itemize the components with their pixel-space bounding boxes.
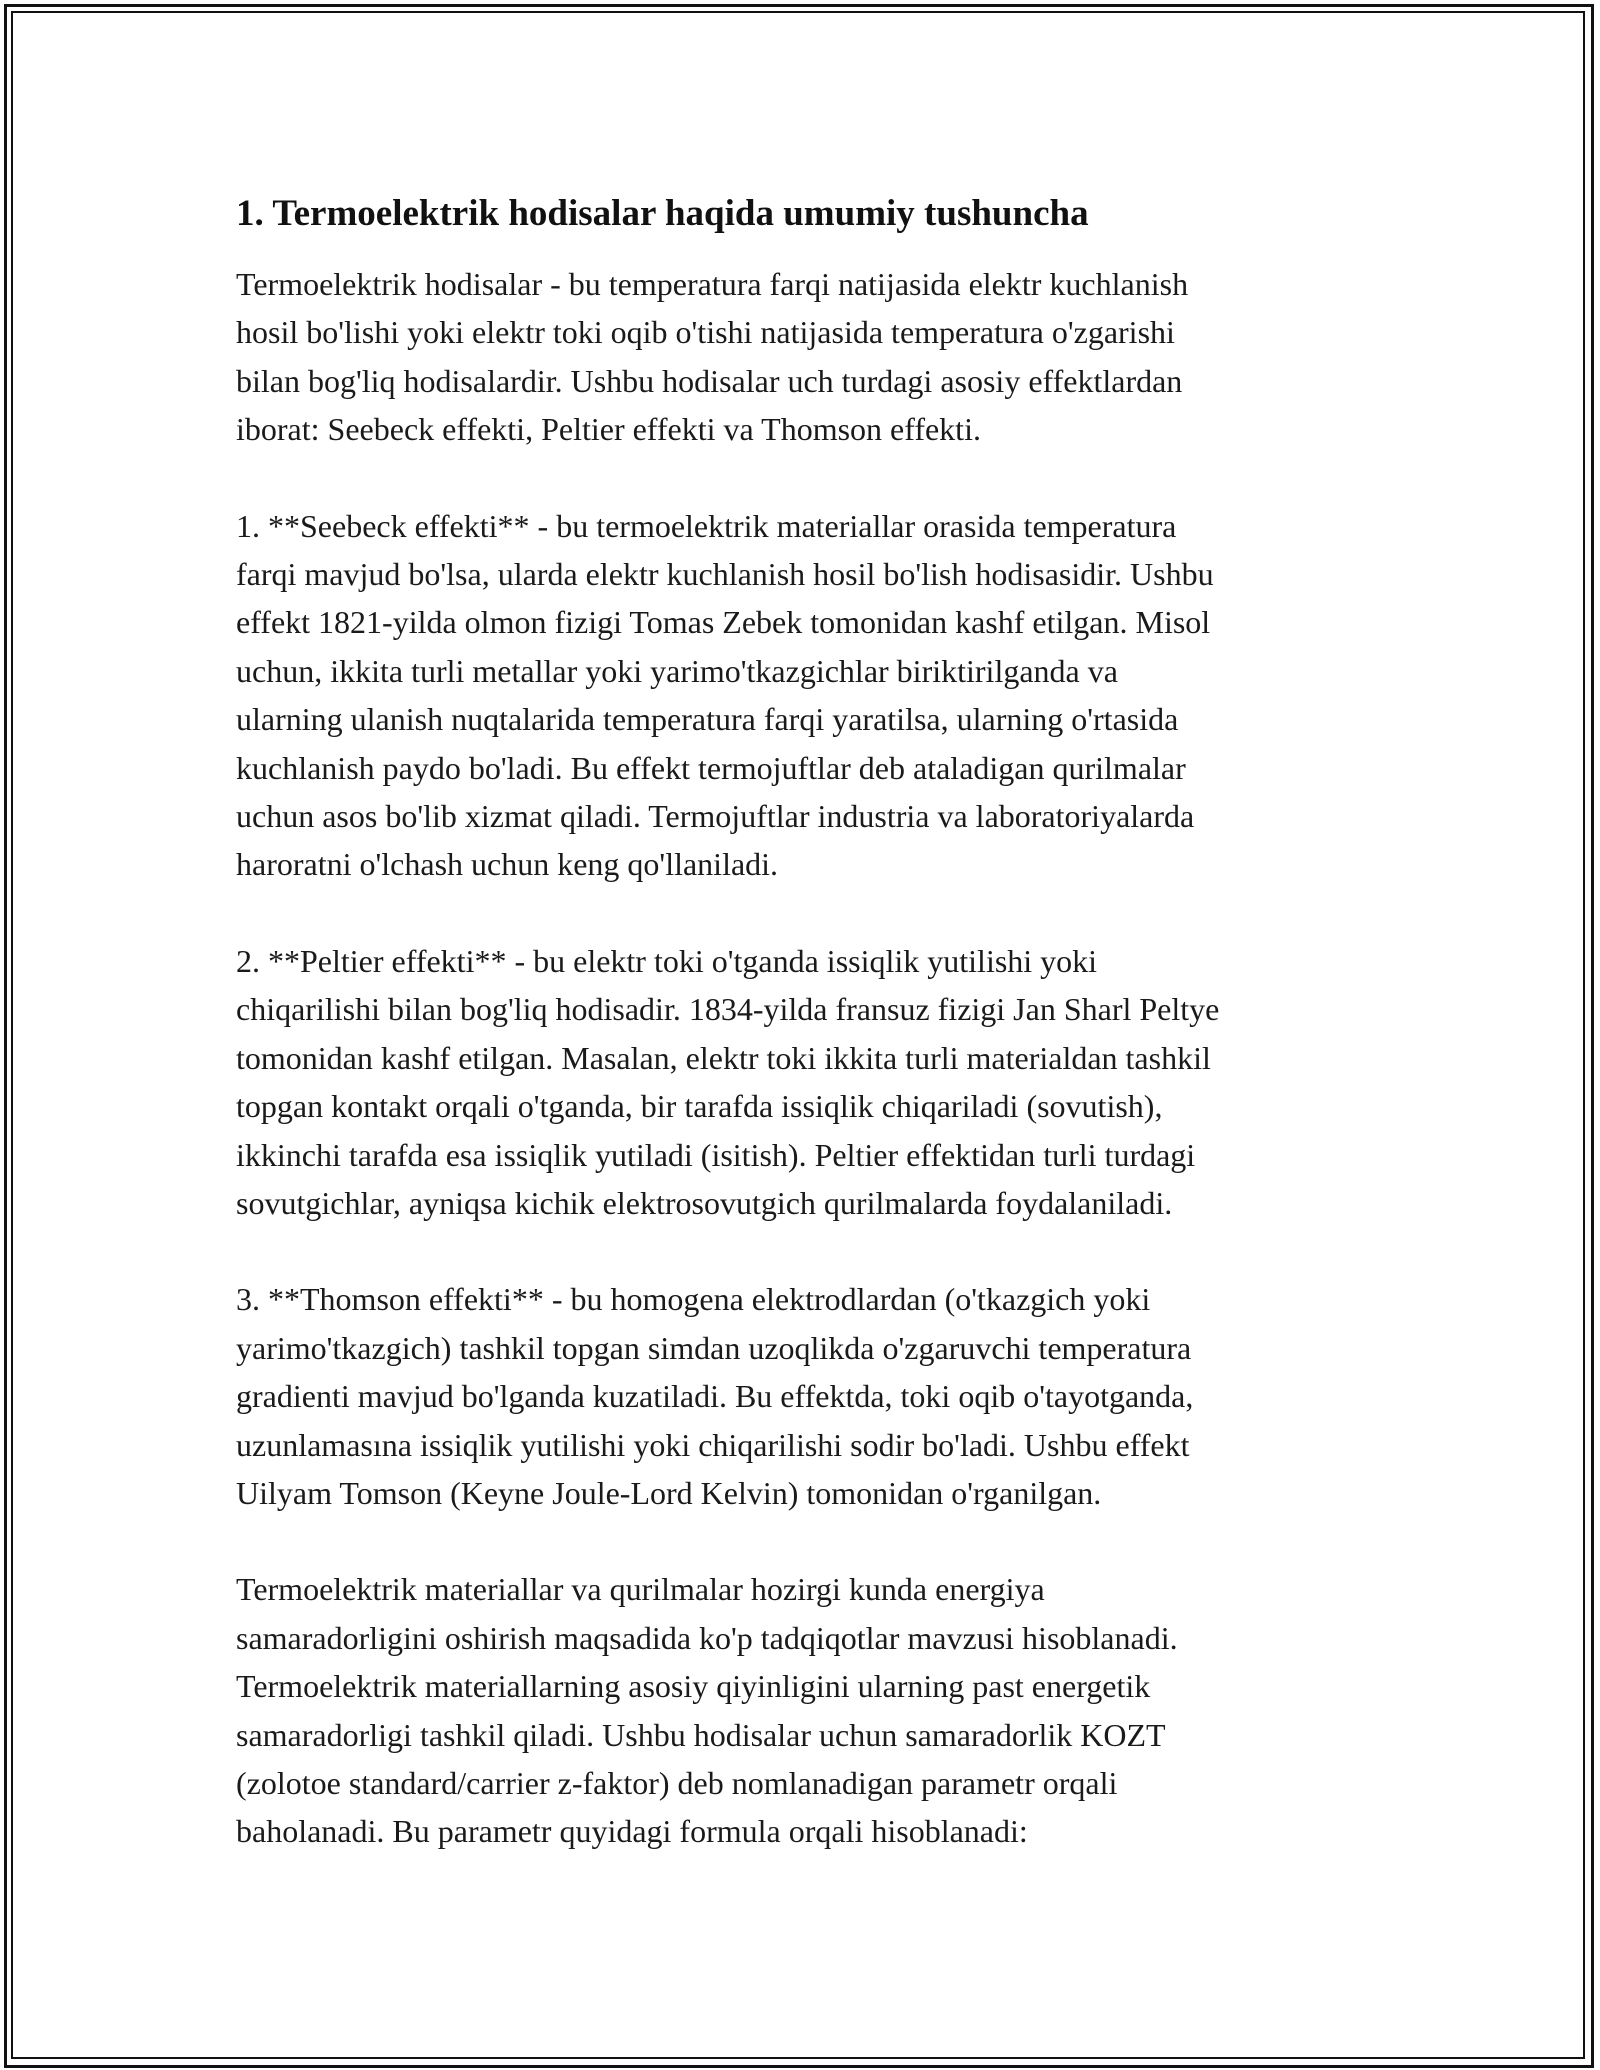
document-page: [236, 188, 1386, 1856]
intro-paragraph: Termoelektrik hodisalar - bu temperatura farqi natijasida elektr kuchlanish hosil bo'lishi yoki elektr toki oqib o'tishi natijasida temperatura o'zgarishi bilan bog'liq hodisalardir. Ushbu hodisalar uch turdagi asosiy effektlardan iborat: Seebeck effekti, Peltier effekti va Thomson effekti.: [236, 266, 1189, 448]
conclusion-paragraph: Termoelektrik materiallar va qurilmalar hozirgi kunda energiya samaradorligini oshirish maqsadida ko'p tadqiqotlar mavzusi hisoblanadi. Termoelektrik materiallarning asosiy qiyinligini ularning past energetik samaradorligi tashkil qiladi. Ushbu hodisalar uchun samaradorlik KOZT (zolotoe standard/carrier z-faktor) deb nomlanadigan parametr orqali baholanadi. Bu parametr quyidagi formula orqali hisoblanadi:: [236, 1571, 1178, 1850]
seebeck-paragraph: 1. **Seebeck effekti** - bu termoelektrik materiallar orasida temperatura farqi mavjud bo'lsa, ularda elektr kuchlanish hosil bo'lish hodisasidir. Ushbu effekt 1821-yilda olmon fizigi Tomas Zebek tomonidan kashf etilgan. Misol uchun, ikkita turli metallar yoki yarimo'tkazgichlar biriktirilganda va ularning ulanish nuqtalarida temperatura farqi yaratilsa, ularning o'rtasida kuchlanish paydo bo'ladi. Bu effekt termojuftlar deb ataladigan qurilmalar uchun asos bo'lib xizmat qiladi. Termojuftlar industria va laboratoriyalarda haroratni o'lchash uchun keng qo'llaniladi.: [236, 507, 1214, 883]
peltier-paragraph: 2. **Peltier effekti** - bu elektr toki o'tganda issiqlik yutilishi yoki chiqarilishi bilan bog'liq hodisadir. 1834-yilda fransuz fizigi Jan Sharl Peltye tomonidan kashf etilgan. Masalan, elektr toki ikkita turli materialdan tashkil topgan kontakt orqali o'tganda, bir tarafda issiqlik chiqariladi (sovutish), ikkinchi tarafda esa issiqlik yutiladi (isitish). Peltier effektidan turli turdagi sovutgichlar, ayniqsa kichik elektrosovutgich qurilmalarda foydalaniladi.: [236, 942, 1220, 1221]
thomson-paragraph: 3. **Thomson effekti** - bu homogena elektrodlardan (o'tkazgich yoki yarimo'tkazgich) tashkil topgan simdan uzoqlikda o'zgaruvchi temperatura gradienti mavjud bo'lganda kuzatiladi. Bu effektda, toki oqib o'tayotganda, uzunlamasına issiqlik yutilishi yoki chiqarilishi sodir bo'ladi. Ushbu effekt Uilyam Tomson (Keyne Joule-Lord Kelvin) tomonidan o'rganilgan.: [236, 1281, 1194, 1511]
section-heading: 1. Termoelektrik hodisalar haqida umumiy tushuncha: [236, 193, 1089, 234]
